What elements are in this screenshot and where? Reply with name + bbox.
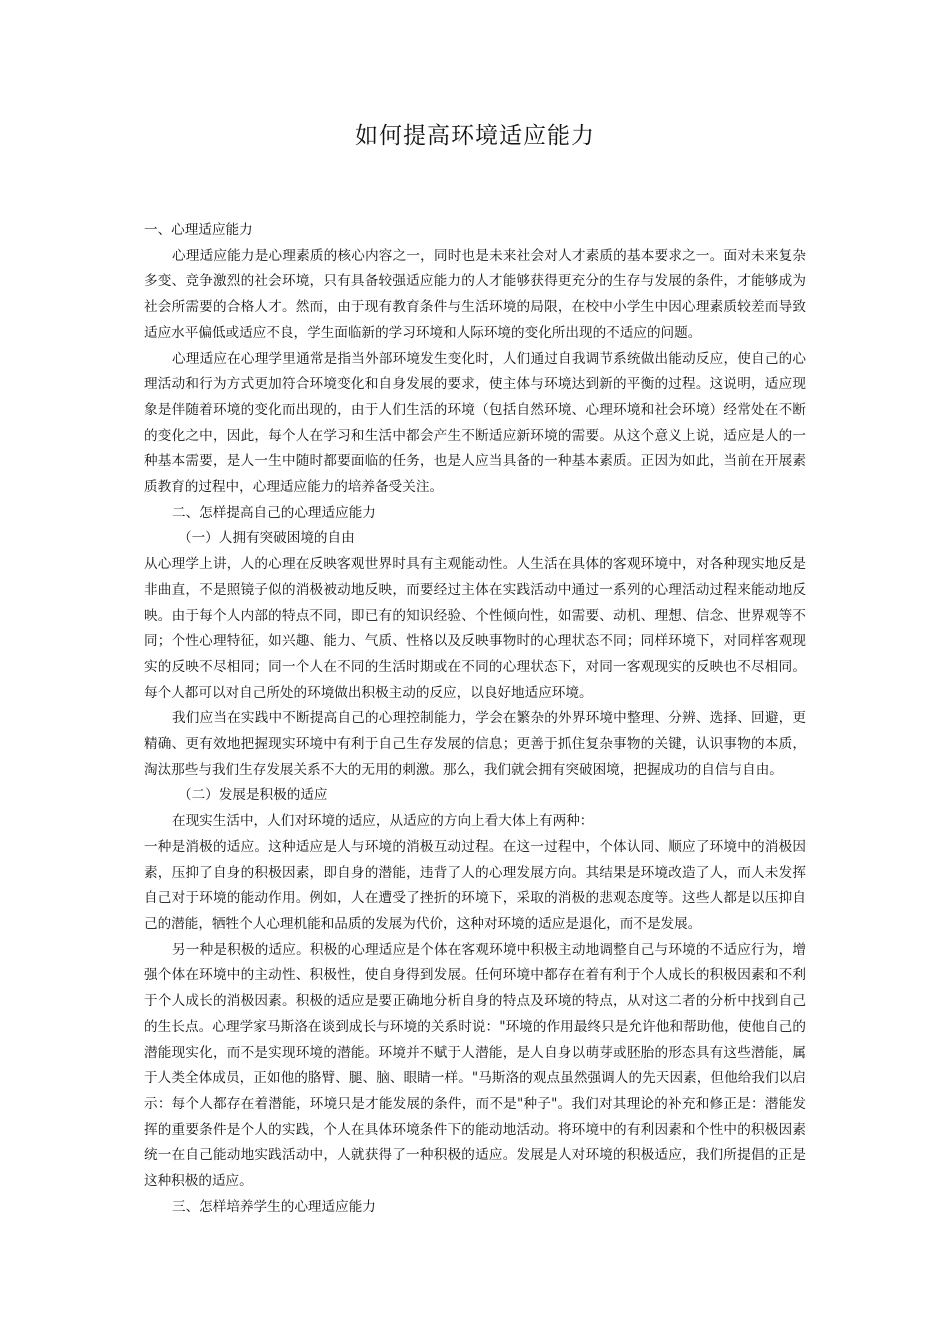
subsection-heading-2: （二）发展是积极的适应 (178, 787, 328, 804)
subsection-heading-1: （一）人拥有突破困境的自由 (178, 530, 355, 547)
section-heading-3: 三、怎样培养学生的心理适应能力 (172, 1198, 376, 1215)
document-title: 如何提高环境适应能力 (355, 123, 595, 149)
section-heading-2: 二、怎样提高自己的心理适应能力 (172, 504, 376, 521)
paragraph: 心理适应在心理学里通常是指当外部环境发生变化时，人们通过自我调节系统做出能动反应，使自己的心理活动和行为方式更加符合环境变化和自身发展的要求，使主体与环境达到新的平衡的过程。这说明，适应现象是伴随着环境的变化而出现的，由于人们生活的环境（包括自然环境、心理环境和社会环境）经常处在不断的变化之中，因此，每个人在学习和生活中都会产生不断适应新环境的需要。从这个意义上说，适应是人的一种基本需要，是人一生中随时都要面临的任务，也是人应当具备的一种基本素质。正因为如此，当前在开展素质教育的过程中，心理适应能力的培养备受关注。 (144, 350, 806, 496)
section-heading-1: 一、心理适应能力 (144, 222, 253, 238)
paragraph: 心理适应能力是心理素质的核心内容之一，同时也是未来社会对人才素质的基本要求之一。面对未来复杂多变、竞争激烈的社会环境，只有具备较强适应能力的人才能够获得更充分的生存与发展的条件，才能够成为社会所需要的合格人才。然而，由于现有教育条件与生活环境的局限，在校中小学生中因心理素质较差而导致适应水平偏低或适应不良，学生面临新的学习环境和人际环境的变化所出现的不适应的问题。 (144, 247, 806, 341)
paragraph: 另一种是积极的适应。积极的心理适应是个体在客观环境中积极主动地调整自己与环境的不适应行为，增强个体在环境中的主动性、积极性，使自身得到发展。任何环境中都存在着有利于个人成长的积极因素和不利于个人成长的消极因素。积极的适应是要正确地分析自身的特点及环境的特点，从对这二者的分析中找到自己的生长点。心理学家马斯洛在谈到成长与环境的关系时说："环境的作用最终只是允许他和帮助他，使他自己的潜能现实化，而不是实现环境的潜能。环境并不赋于人潜能，是人自身以萌芽或胚胎的形态具有这些潜能，属于人类全体成员，正如他的胳臂、腿、脑、眼睛一样。"马斯洛的观点虽然强调人的先天因素，但他给我们以启示：每个人都存在着潜能，环境只是才能发展的条件，而不是"种子"。我们对其理论的补充和修正是：潜能发挥的重要条件是个人的实践，个人在具体环境条件下的能动地活动。将环境中的有利因素和个性中的积极因素统一在自己能动地实践活动中，人就获得了一种积极的适应。发展是人对环境的积极适应，我们所提倡的正是这种积极的适应。 (144, 941, 806, 1190)
paragraph: 一种是消极的适应。这种适应是人与环境的消极互动过程。在这一过程中，个体认同、顺应了环境中的消极因素，压抑了自身的积极因素，即自身的潜能，违背了人的心理发展方向。其结果是环境改造了人，而人未发挥自己对于环境的能动作用。例如，人在遭受了挫折的环境下，采取的消极的悲观态度等。这些人都是以压抑自己的潜能，牺牲个人心理机能和品质的发展为代价，这种对环境的适应是退化，而不是发展。 (144, 838, 806, 932)
document-body (144, 218, 806, 1220)
paragraph: 我们应当在实践中不断提高自己的心理控制能力，学会在繁杂的外界环境中整理、分辨、选择、回避，更精确、更有效地把握现实环境中有利于自己生存发展的信息；更善于抓住复杂事物的关键，认识事物的本质，淘汰那些与我们生存发展关系不大的无用的刺激。那么，我们就会拥有突破困境，把握成功的自信与自由。 (144, 710, 806, 778)
paragraph: 从心理学上讲，人的心理在反映客观世界时具有主观能动性。人生活在具体的客观环境中，对各种现实地反是非曲直，不是照镜子似的消极被动地反映，而要经过主体在实践活动中通过一系列的心理活动过程来能动地反映。由于每个人内部的特点不同，即已有的知识经验、个性倾向性，如需要、动机、理想、信念、世界观等不同；个性心理特征，如兴趣、能力、气质、性格以及反映事物时的心理状态不同；同样环境下，对同样客观现实的反映不尽相同；同一个人在不同的生活时期或在不同的心理状态下，对同一客观现实的反映也不尽相同。每个人都可以对自己所处的环境做出积极主动的反应，以良好地适应环境。 (144, 556, 806, 701)
paragraph: 在现实生活中，人们对环境的适应，从适应的方向上看大体上有两种： (172, 813, 594, 830)
